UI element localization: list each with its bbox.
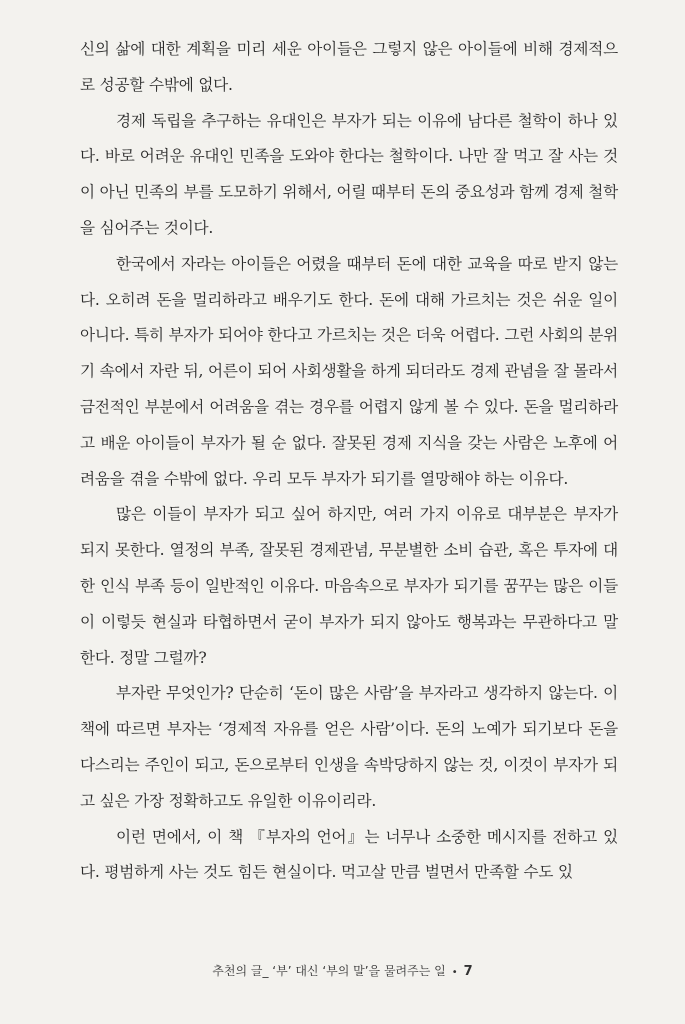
paragraph-5: 부자란 무엇인가? 단순히 ‘돈이 많은 사람’을 부자라고 생각하지 않는다. 이 책에 따르면 부자는 ‘경제적 자유를 얻은 사람’이다. 돈의 노예가 되기보다 돈을 다스리는 주인이 되고, 돈으로부터 인생을 속박당하지 않는 것, 이것이 부자가 되고 싶은 가장 정확하고도 유일한 이유이리라. — [80, 684, 618, 810]
footer-bullet-separator: • — [451, 967, 458, 978]
paragraph-1: 신의 삶에 대한 계획을 미리 세운 아이들은 그렇지 않은 아이들에 비해 경제적으로 성공할 수밖에 없다. — [80, 40, 618, 94]
paragraph-2: 경제 독립을 추구하는 유대인은 부자가 되는 이유에 남다른 철학이 하나 있다. 바로 어려운 유대인 민족을 도와야 한다는 철학이다. 나만 잘 먹고 잘 사는 것이 아닌 민족의 부를 도모하기 위해서, 어릴 때부터 돈의 중요성과 함께 경제 철학을 심어주는 것이다. — [80, 111, 618, 237]
paragraph-3: 한국에서 자라는 아이들은 어렸을 때부터 돈에 대한 교육을 따로 받지 않는다. 오히려 돈을 멀리하라고 배우기도 한다. 돈에 대해 가르치는 것은 쉬운 일이 아니다. 특히 부자가 되어야 한다고 가르치는 것은 더욱 어렵다. 그런 사회의 분위기 속에서 자란 뒤, 어른이 되어 사회생활을 하게 되더라도 경제 관념을 잘 몰라서 금전적인 부분에서 어려움을 겪는 경우를 어렵지 않게 볼 수 있다. 돈을 멀리하라고 배운 아이들이 부자가 될 순 없다. 잘못된 경제 지식을 갖는 사람은 노후에 어려움을 겪을 수밖에 없다. 우리 모두 부자가 되기를 열망해야 하는 이유다. — [80, 254, 618, 488]
paragraph-4: 많은 이들이 부자가 되고 싶어 하지만, 여러 가지 이유로 대부분은 부자가 되지 못한다. 열정의 부족, 잘못된 경제관념, 무분별한 소비 습관, 혹은 투자에 대한 인식 부족 등이 일반적인 이유다. 마음속으로 부자가 되기를 꿈꾸는 많은 이들이 이렇듯 현실과 타협하면서 굳이 부자가 되지 않아도 행복과는 무관하다고 말한다. 정말 그럴까? — [80, 505, 618, 667]
page-number: 7 — [463, 964, 473, 979]
body-text — [80, 32, 618, 891]
paragraph-6: 이런 면에서, 이 책 『부자의 언어』는 너무나 소중한 메시지를 전하고 있다. 평범하게 사는 것도 힘든 현실이다. 먹고살 만큼 벌면서 만족할 수도 있 — [80, 827, 618, 882]
page-footer — [0, 962, 685, 979]
running-footer-title: 추천의 글_ ‘부’ 대신 ‘부의 말’을 물려주는 일 — [212, 964, 446, 978]
